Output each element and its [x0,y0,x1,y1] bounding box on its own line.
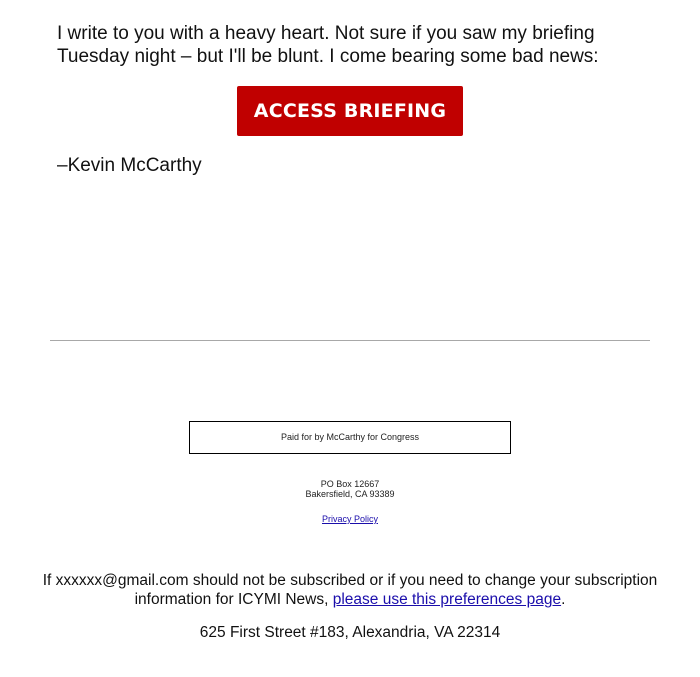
signature: –Kevin McCarthy [57,155,202,176]
preferences-page-link[interactable]: please use this preferences page [332,591,562,608]
unsubscribe-notice [20,571,680,609]
intro-paragraph: I write to you with a heavy heart. Not sure if you saw my briefing Tuesday night – but I'll be blunt. I come bearing some bad news: [57,23,599,67]
campaign-address [0,479,700,499]
unsubscribe-text-end: . [561,591,566,608]
privacy-policy-link[interactable]: Privacy Policy [321,514,378,524]
mailing-address: 625 First Street #183, Alexandria, VA 22314 [199,624,501,641]
unsubscribe-text: If xxxxxx@gmail.com should not be subscribed or if you need to change your subscription information for ICYMI News, [42,572,658,608]
paid-for-disclaimer: Paid for by McCarthy for Congress [189,421,511,454]
footer-divider [50,340,650,341]
privacy-container [0,514,700,524]
po-box-line: PO Box 12667 [320,479,380,489]
access-briefing-button[interactable]: ACCESS BRIEFING [237,86,463,136]
cta-container [0,86,700,136]
city-line: Bakersfield, CA 93389 [305,489,395,499]
